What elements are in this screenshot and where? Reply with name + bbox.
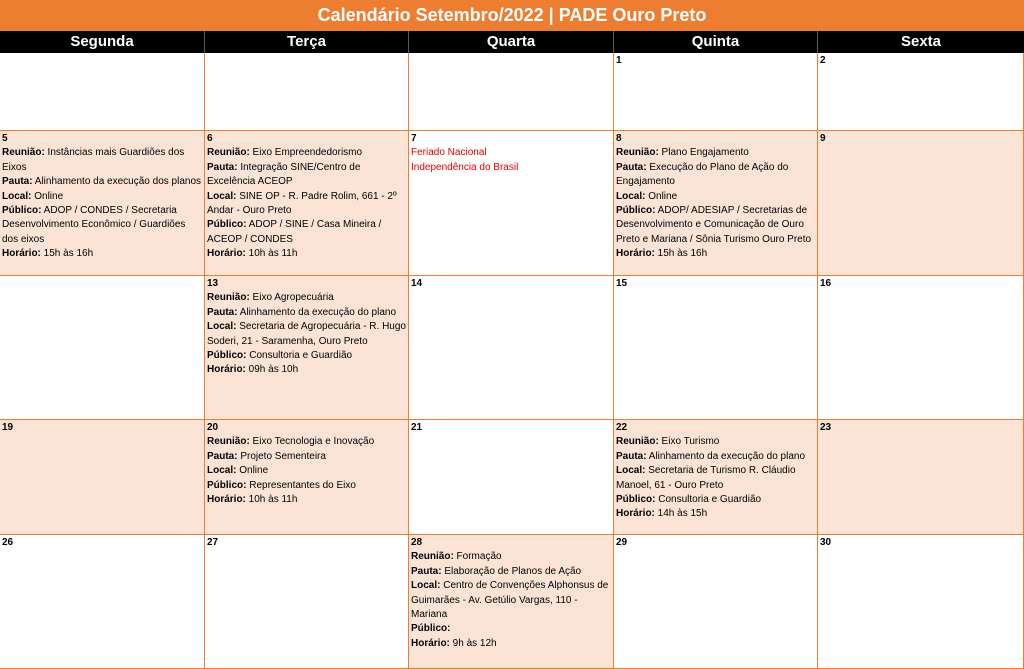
label-publico: Público: — [207, 350, 247, 362]
event-reuniao-value: Instâncias mais Guardiões dos Eixos — [2, 147, 185, 173]
event-local — [207, 320, 406, 349]
event-local — [207, 190, 406, 219]
day-number: 27 — [207, 537, 219, 548]
label-publico: Público: — [207, 479, 247, 491]
day-number: 8 — [616, 133, 622, 144]
day-number: 29 — [616, 537, 628, 548]
day-cell-13 — [205, 276, 409, 420]
event-local — [2, 190, 202, 204]
label-publico: Público: — [616, 205, 656, 217]
calendar-title: Calendário Setembro/2022 | PADE Ouro Preto — [0, 0, 1024, 31]
event-publico-value: Representantes do Eixo — [246, 479, 356, 491]
event-local — [207, 464, 406, 478]
label-pauta: Pauta: — [411, 565, 442, 577]
label-horario: Horário: — [207, 364, 246, 376]
event-horario — [411, 637, 611, 651]
event-horario — [616, 507, 815, 521]
day-cell-29 — [614, 535, 818, 669]
day-cell-2 — [818, 53, 1024, 131]
event-reuniao — [207, 435, 406, 449]
event-reuniao-value: Plano Engajamento — [658, 147, 749, 159]
event-publico-value: Consultoria e Guardião — [655, 494, 762, 506]
weekday-friday: Sexta — [900, 33, 942, 50]
event-pauta-value: Integração SINE/Centro de Excelência ACEOP — [207, 161, 361, 188]
day-number: 21 — [411, 422, 423, 433]
day-cell-empty — [409, 53, 614, 131]
label-pauta: Pauta: — [207, 306, 238, 318]
label-horario: Horário: — [616, 508, 655, 520]
event-pauta-value: Alinhamento da execução dos planos — [32, 176, 202, 188]
label-horario: Horário: — [2, 248, 41, 260]
event-pauta — [2, 175, 202, 189]
day-number: 30 — [820, 537, 832, 548]
label-pauta: Pauta: — [616, 450, 647, 462]
event-publico — [616, 493, 815, 507]
event-publico — [207, 218, 406, 247]
event-local-value: Online — [236, 465, 269, 477]
day-cell-21 — [409, 420, 614, 535]
label-pauta: Pauta: — [207, 450, 238, 462]
label-reuniao: Reunião: — [411, 551, 454, 563]
day-number: 2 — [820, 55, 826, 66]
holiday-name: Feriado Nacional — [411, 147, 487, 159]
event-pauta-value: Projeto Sementeira — [237, 450, 326, 462]
event-reuniao — [207, 146, 406, 160]
event-reuniao — [616, 146, 815, 160]
label-horario: Horário: — [207, 248, 246, 260]
event-horario — [207, 247, 406, 261]
day-cell-9 — [818, 131, 1024, 276]
event-reuniao-value: Eixo Tecnologia e Inovação — [249, 436, 375, 448]
event-horario — [2, 247, 202, 261]
event-local-value: Secretaria de Agropecuária - R. Hugo Soderi, 21 - Saramenha, Ouro Preto — [207, 321, 406, 347]
event-horario-value: 09h às 10h — [245, 364, 299, 376]
label-local: Local: — [616, 190, 646, 202]
event-reuniao — [207, 291, 406, 305]
event-horario-value: 10h às 11h — [245, 494, 298, 506]
label-reuniao: Reunião: — [207, 436, 250, 448]
label-reuniao: Reunião: — [207, 147, 250, 159]
day-cell-30 — [818, 535, 1024, 669]
day-cell-5 — [0, 131, 205, 276]
weekday-header-row — [0, 31, 1024, 53]
weekday-monday: Segunda — [0, 31, 205, 53]
day-cell-27 — [205, 535, 409, 669]
day-cell-14 — [409, 276, 614, 420]
event-pauta — [207, 450, 406, 464]
label-reuniao: Reunião: — [207, 292, 250, 304]
day-cell-empty — [0, 53, 205, 131]
label-reuniao: Reunião: — [616, 147, 659, 159]
event-reuniao-value: Formação — [453, 551, 502, 563]
day-number: 7 — [411, 133, 417, 144]
event-local — [616, 190, 815, 204]
event-local — [411, 579, 611, 622]
label-horario: Horário: — [207, 494, 246, 506]
day-number: 15 — [616, 278, 628, 289]
event-pauta-value: Alinhamento da execução do plano — [646, 450, 806, 462]
event-local-value: SINE OP - R. Padre Rolim, 661 - 2º Andar - Ouro Preto — [207, 190, 397, 217]
event-local — [616, 464, 815, 493]
day-cell-20 — [205, 420, 409, 535]
event-publico-value: Consultoria e Guardião — [246, 350, 353, 362]
day-cell-1 — [614, 53, 818, 131]
day-cell-26 — [0, 535, 205, 669]
day-cell-19 — [0, 420, 205, 535]
event-pauta — [616, 450, 815, 464]
day-cell-15 — [614, 276, 818, 420]
weekday-tuesday: Terça — [205, 31, 409, 53]
event-local-value: Secretaria de Turismo R. Cláudio Manoel, 61 - Ouro Preto — [616, 465, 796, 491]
event-horario-value: 14h às 15h — [654, 508, 708, 520]
event-local-value: Online — [31, 190, 64, 202]
event-publico-value: ADOP / SINE / Casa Mineira / ACEOP / CONDES — [207, 219, 382, 245]
day-cell-28 — [409, 535, 614, 669]
label-local: Local: — [616, 465, 646, 477]
event-publico — [207, 479, 406, 493]
weekday-thursday: Quinta — [614, 31, 818, 53]
event-publico — [411, 622, 611, 636]
event-horario-value: 9h às 12h — [449, 637, 497, 649]
event-publico-value: ADOP/ ADESIAP / Secretarias de Desenvolvimento e Comunicação de Ouro Preto e Mariana / Sônia Turismo Ouro Preto — [616, 205, 812, 245]
day-cell-16 — [818, 276, 1024, 420]
label-local: Local: — [207, 465, 237, 477]
event-horario-value: 10h às 11h — [245, 248, 298, 260]
day-number: 26 — [2, 537, 14, 548]
day-cell-8 — [614, 131, 818, 276]
day-number: 19 — [2, 422, 14, 433]
event-reuniao — [2, 146, 202, 175]
day-cell-empty — [205, 53, 409, 131]
day-number: 23 — [820, 422, 832, 433]
event-publico-value: ADOP / CONDES / Secretaria Desenvolvimento Econômico / Guardiões dos eixos — [2, 205, 186, 245]
label-local: Local: — [207, 190, 237, 202]
label-publico: Público: — [2, 205, 42, 217]
label-reuniao: Reunião: — [616, 436, 659, 448]
event-pauta — [616, 161, 815, 190]
day-number: 5 — [2, 133, 8, 144]
holiday-description: Independência do Brasil — [411, 161, 519, 173]
day-number: 6 — [207, 133, 213, 144]
day-cell-22 — [614, 420, 818, 535]
day-cell-23 — [818, 420, 1024, 535]
label-pauta: Pauta: — [207, 161, 238, 173]
calendar-grid — [0, 53, 1024, 669]
event-publico — [2, 204, 202, 247]
label-publico: Público: — [411, 623, 451, 635]
day-number: 28 — [411, 537, 423, 548]
event-horario-value: 15h às 16h — [40, 248, 94, 260]
event-pauta — [207, 161, 406, 190]
event-reuniao — [411, 550, 611, 564]
event-local-value: Online — [645, 190, 678, 202]
event-publico — [207, 349, 406, 363]
event-local-value: Centro de Convenções Alphonsus de Guimarães - Av. Getúlio Vargas, 110 - Mariana — [411, 580, 609, 621]
day-cell-6 — [205, 131, 409, 276]
event-reuniao-value: Eixo Turismo — [658, 436, 720, 448]
label-horario: Horário: — [411, 637, 450, 649]
day-number: 9 — [820, 133, 826, 144]
label-pauta: Pauta: — [2, 176, 33, 188]
event-reuniao-value: Eixo Agropecuária — [249, 292, 334, 304]
event-pauta-value: Alinhamento da execução do plano — [237, 306, 397, 318]
label-pauta: Pauta: — [616, 161, 647, 173]
day-number: 14 — [411, 278, 423, 289]
label-horario: Horário: — [616, 248, 655, 260]
day-number: 20 — [207, 422, 219, 433]
day-number: 13 — [207, 278, 219, 289]
event-reuniao — [616, 435, 815, 449]
weekday-wednesday: Quarta — [409, 31, 614, 53]
label-publico: Público: — [207, 219, 247, 231]
event-pauta-value: Elaboração de Planos de Ação — [441, 565, 582, 577]
day-number: 22 — [616, 422, 628, 433]
label-publico: Público: — [616, 494, 656, 506]
event-horario — [616, 247, 815, 261]
label-reuniao: Reunião: — [2, 147, 45, 159]
day-number: 1 — [616, 55, 622, 66]
event-pauta-value: Execução do Plano de Ação do Engajamento — [616, 161, 789, 188]
label-local: Local: — [207, 321, 237, 333]
event-horario-value: 15h às 16h — [654, 248, 708, 260]
event-reuniao-value: Eixo Empreendedorismo — [249, 147, 363, 159]
label-local: Local: — [411, 580, 441, 592]
event-horario — [207, 363, 406, 377]
day-cell-12 — [0, 276, 205, 420]
event-horario — [207, 493, 406, 507]
day-number: 16 — [820, 278, 832, 289]
event-pauta — [411, 565, 611, 579]
event-publico — [616, 204, 815, 247]
day-cell-7 — [409, 131, 614, 276]
label-local: Local: — [2, 190, 32, 202]
event-pauta — [207, 306, 406, 320]
